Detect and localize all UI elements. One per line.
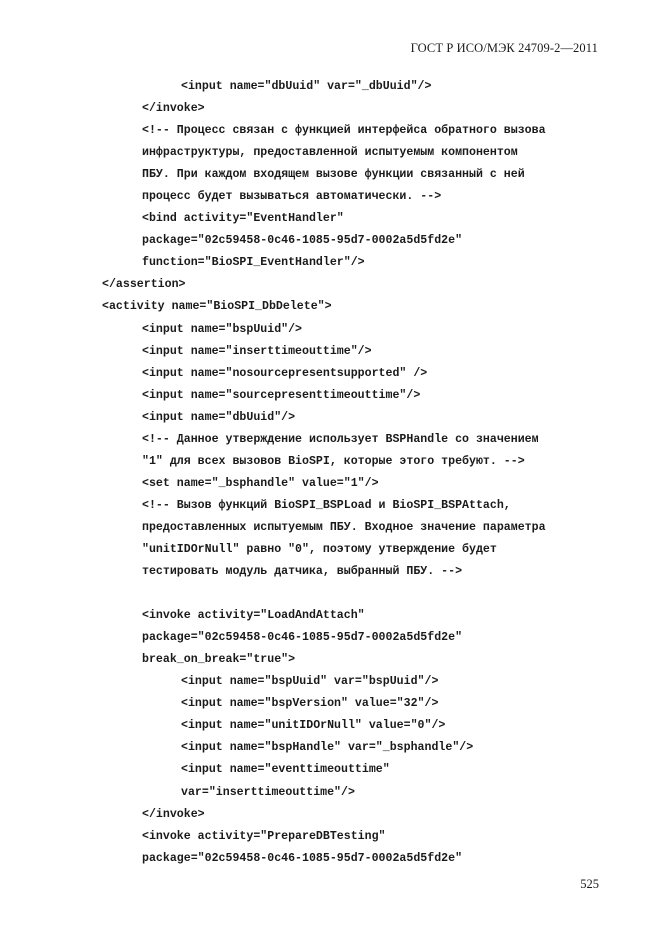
code-line: <input name="dbUuid" var="_dbUuid"/> (181, 80, 432, 93)
code-line: package="02c59458-0c46-1085-95d7-0002a5d5fd2e" (142, 234, 463, 248)
code-line: "1" для всех вызовов BioSPI, которые этого требуют. --> (142, 454, 525, 468)
code-line: var="inserttimeouttime"/> (181, 785, 355, 799)
code-line: <input name="sourcepresenttimeouttime"/> (142, 388, 421, 402)
code-line: function="BioSPI_EventHandler"/> (142, 256, 365, 270)
code-line: ПБУ. При каждом входящем вызове функции связанный с ней (142, 168, 525, 182)
code-line: <input name="inserttimeouttime"/> (142, 344, 372, 358)
code-line: <input name="nosourcepresentsupported" /> (142, 366, 428, 380)
code-line: <input name="bspUuid"/> (142, 322, 303, 336)
code-line: package="02c59458-0c46-1085-95d7-0002a5d5fd2e" (142, 631, 463, 645)
code-line: <bind activity="EventHandler" (142, 212, 344, 226)
code-line: <set name="_bsphandle" value="1"/> (142, 476, 379, 490)
code-line: <input name="dbUuid"/> (142, 410, 296, 424)
page-number: 525 (580, 877, 599, 891)
code-line: <activity name="BioSPI_DbDelete"> (102, 300, 332, 314)
code-line: break_on_break="true"> (142, 653, 296, 667)
code-line: </invoke> (142, 807, 205, 821)
code-line: package="02c59458-0c46-1085-95d7-0002a5d5fd2e" (142, 851, 463, 865)
code-line: <input name="eventtimeouttime" (181, 763, 390, 777)
code-line: <invoke activity="PrepareDBTesting" (142, 829, 386, 843)
code-line: <input name="bspUuid" var="bspUuid"/> (181, 675, 439, 689)
code-line: <!-- Данное утверждение использует BSPHandle со значением (142, 432, 539, 446)
code-line: "unitIDOrNull" равно "0", поэтому утверждение будет (142, 542, 497, 556)
code-line: </assertion> (102, 278, 186, 292)
code-line: <input name="bspVersion" value="32"/> (181, 697, 439, 711)
code-line (0, 583, 661, 605)
code-line: <invoke activity="LoadAndAttach" (142, 609, 365, 623)
code-line: <!-- Вызов функций BioSPI_BSPLoad и BioSPI_BSPAttach, (142, 498, 511, 512)
code-line: </invoke> (142, 102, 205, 116)
code-line: <input name="unitIDOrNull" value="0"/> (181, 719, 446, 733)
code-listing (0, 76, 661, 870)
code-line: <!-- Процесс связан с функцией интерфейса обратного вызова (142, 124, 546, 138)
page-header: ГОСТ Р ИСО/МЭК 24709-2—2011 (410, 41, 598, 55)
code-line: процесс будет вызываться автоматически. --> (142, 190, 442, 204)
code-line: предоставленных испытуемым ПБУ. Входное значение параметра (142, 520, 546, 534)
code-line: тестировать модуль датчика, выбранный ПБУ. --> (142, 565, 463, 579)
code-line: <input name="bspHandle" var="_bsphandle"/> (181, 741, 474, 755)
code-line: инфраструктуры, предоставленной испытуемым компонентом (142, 146, 518, 160)
